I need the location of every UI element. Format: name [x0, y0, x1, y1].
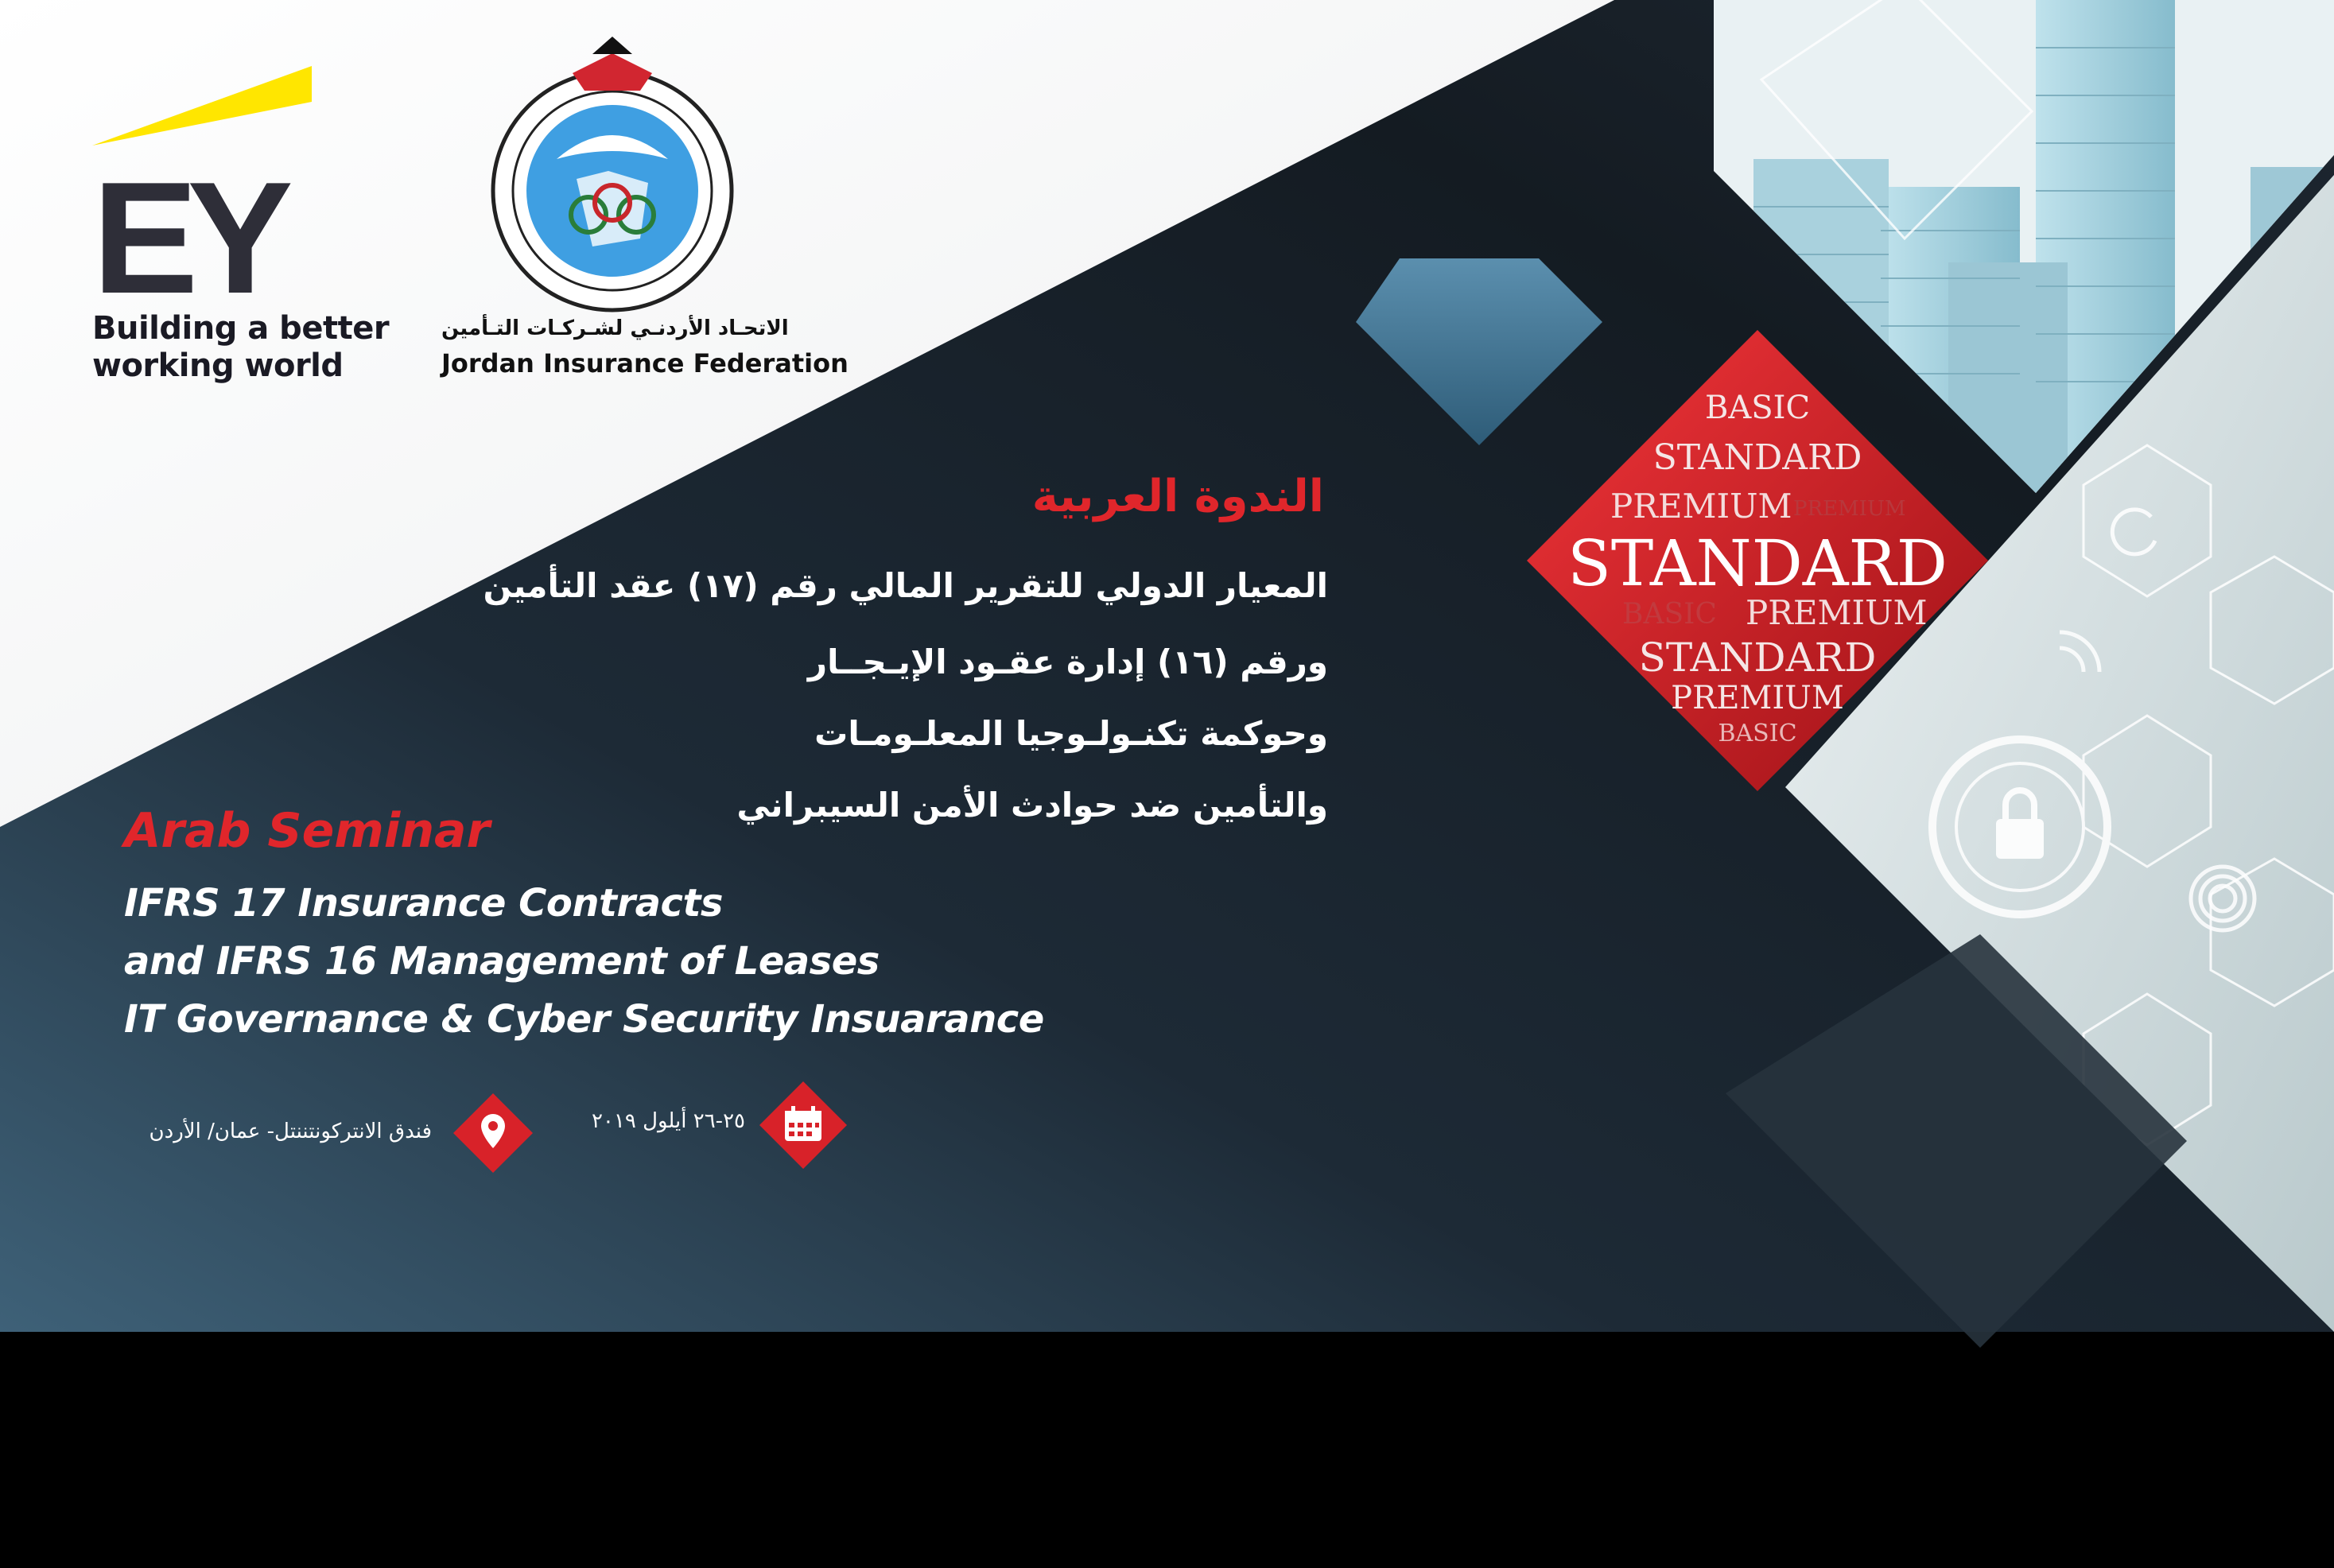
word-premium-4: PREMIUM	[1671, 680, 1844, 716]
location-pin-icon	[453, 1093, 533, 1173]
ey-mark: EY	[92, 149, 282, 327]
english-line-1: IFRS 17 Insurance Contracts	[124, 881, 723, 926]
ey-tagline-line2: working world	[92, 347, 344, 384]
arabic-line-3: وحوكمة تكنـولـوجيا المعلـومـات	[814, 714, 1328, 753]
calendar-icon	[759, 1081, 847, 1169]
english-seminar-title: Arab Seminar	[124, 803, 491, 859]
jif-name-arabic: الاتحـاد الأردنـي لشـركـات التـأمين	[441, 316, 789, 340]
word-standard-big: STANDARD	[1567, 526, 1948, 600]
word-basic-1: BASIC	[1704, 390, 1811, 426]
arabic-line-1: المعيار الدولي للتقرير المالي رقم (١٧) عقد التأمين	[483, 566, 1328, 605]
ey-tagline	[92, 310, 389, 385]
arabic-line-2: ورقم (١٦) إدارة عقـود الإيـجــار	[807, 642, 1328, 681]
date-text: ٢٥-٢٦ أيلول ٢٠١٩	[591, 1109, 745, 1133]
word-premium-2: PREMIUM	[1793, 497, 1906, 521]
word-basic-2: BASIC	[1622, 598, 1717, 631]
english-line-3: IT Governance & Cyber Security Insuarance	[124, 997, 1044, 1042]
word-premium-3: PREMIUM	[1746, 593, 1928, 632]
word-premium-1: PREMIUM	[1610, 487, 1792, 526]
word-basic-3: BASIC	[1718, 720, 1797, 747]
arabic-seminar-title: الندوة العربية	[1031, 471, 1324, 522]
word-standard-1: STANDARD	[1652, 437, 1862, 478]
arabic-line-4: والتأمين ضد حوادث الأمن السيبراني	[736, 786, 1328, 825]
word-standard-2: STANDARD	[1638, 635, 1877, 681]
jif-name-english: Jordan Insurance Federation	[441, 348, 849, 378]
ey-tagline-line1: Building a better	[92, 310, 390, 347]
english-line-2: and IFRS 16 Management of Leases	[124, 939, 880, 984]
venue-text: فندق الانتركونتننتل- عمان/ الأردن	[149, 1120, 432, 1143]
